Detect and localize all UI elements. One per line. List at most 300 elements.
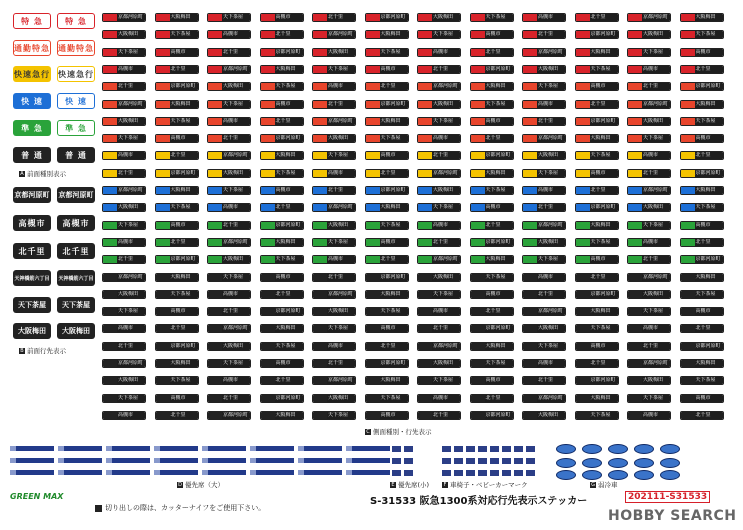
side-chip [522,221,566,230]
side-chip-dest: 高槻市 [380,412,408,419]
side-chip [522,134,566,143]
side-chip-type-block [471,274,485,281]
side-chip-type-block [313,135,327,142]
side-chip [575,48,619,57]
side-chip-dest: 京都河原町 [328,204,354,211]
side-chip-dest: 大阪梅田 [537,66,565,73]
side-chip-dest: 天下茶屋 [485,101,513,108]
side-chip-dest: 天下茶屋 [222,360,250,367]
side-chip-type-block [366,377,380,384]
chip-kyoto-kawaramachi: 京都河原町 [57,187,95,203]
label-priority-large [177,480,224,489]
side-chip-dest: 北千里 [642,83,670,90]
side-chip-type-block [471,204,485,211]
side-chip [312,394,356,403]
side-chip-dest: 天下茶屋 [327,412,355,419]
side-chip [627,324,671,333]
side-chip-type-block [208,49,222,56]
side-chip-type-block [523,256,537,263]
side-chip-type-block [418,31,432,38]
side-chip [680,169,724,178]
side-chip [470,134,514,143]
side-chip-dest: 天下茶屋 [117,222,145,229]
side-chip [365,134,409,143]
side-chip-dest: 京都河原町 [328,31,354,38]
side-chip-type-block [313,412,327,419]
label-front-dest [19,346,66,355]
side-chip-dest: 北千里 [275,377,303,384]
weak-aircon-oval [634,444,654,454]
side-chip-type-block [523,135,537,142]
side-chip [417,221,461,230]
side-chip [417,307,461,316]
side-chip-type-block [576,395,590,402]
small-square-mark [490,446,499,452]
side-chip-dest: 大阪梅田 [537,239,565,246]
side-chip-type-block [156,325,170,332]
side-chip-type-block [418,118,432,125]
side-chip-type-block [103,31,117,38]
side-chip [627,290,671,299]
side-chip-dest: 大阪梅田 [695,101,723,108]
side-chip [207,290,251,299]
side-chip [102,273,146,282]
side-chip-type-block [418,377,432,384]
side-chip-dest: 大阪梅田 [117,31,145,38]
side-chip [417,100,461,109]
small-square-mark [514,470,523,476]
side-chip [365,324,409,333]
side-chip-type-block [103,187,117,194]
side-chip [627,13,671,22]
side-chip-type-block [313,101,327,108]
side-chip [417,273,461,282]
priority-strip [10,446,54,451]
side-chip [417,82,461,91]
priority-strip [346,470,390,475]
side-chip-type-block [366,135,380,142]
side-chip-dest: 大阪梅田 [485,170,513,177]
side-chip-type-block [156,343,170,350]
side-chip-dest: 高槻市 [537,14,565,21]
side-chip-type-block [261,291,275,298]
side-chip [365,13,409,22]
side-chip [522,273,566,282]
small-square-mark [392,446,401,452]
side-chip-type-block [418,239,432,246]
side-chip-type-block [418,187,432,194]
side-chip-type-block [523,325,537,332]
side-chip-dest: 高槻市 [432,395,460,402]
side-chip-type-block [103,291,117,298]
side-chip-dest: 京都河原町 [485,65,511,72]
side-chip-type-block [103,377,117,384]
small-square-mark [526,458,535,464]
side-chip-dest: 高槻市 [537,101,565,108]
side-chip-dest: 大阪梅田 [695,187,723,194]
side-chip [627,273,671,282]
side-chip-type-block [261,66,275,73]
side-chip-type-block [261,377,275,384]
side-chip [260,151,304,160]
side-chip-dest: 天下茶屋 [327,66,355,73]
priority-strip [154,458,198,463]
side-chip-dest: 北千里 [432,239,460,246]
side-chip-type-block [261,118,275,125]
side-chip-dest: 北千里 [485,49,513,56]
side-chip-type-block [418,152,432,159]
side-chip [365,82,409,91]
side-chip-type-block [523,343,537,350]
side-chip [522,342,566,351]
side-chip [470,342,514,351]
side-chip-dest: 京都河原町 [485,152,511,159]
side-chip-type-block [576,187,590,194]
side-chip-dest: 高槻市 [275,101,303,108]
side-chip-type-block [576,291,590,298]
side-chip-type-block [156,152,170,159]
side-chip [575,82,619,91]
chip-osaka-umeda: 大阪梅田 [57,323,95,339]
side-chip-type-block [471,291,485,298]
side-chip [575,273,619,282]
side-chip-dest: 北千里 [590,101,618,108]
side-chip [680,13,724,22]
side-chip-type-block [681,222,695,229]
side-chip [365,290,409,299]
side-chip-type-block [576,343,590,350]
side-chip [417,13,461,22]
side-chip-type-block [313,118,327,125]
weak-aircon-oval [582,444,602,454]
side-chip-dest: 大阪梅田 [432,360,460,367]
side-chip-type-block [156,101,170,108]
side-chip-dest: 北千里 [642,170,670,177]
side-chip-dest: 天下茶屋 [275,256,303,263]
side-chip [365,117,409,126]
side-chip-dest: 京都河原町 [695,169,721,176]
side-chip [102,238,146,247]
side-chip-dest: 高槻市 [117,152,145,159]
side-chip-type-block [103,395,117,402]
side-chip-dest: 大阪梅田 [642,118,670,125]
side-chip-type-block [681,395,695,402]
chip-tsukin-tokkyu: 通勤特急 [13,40,51,56]
side-chip [207,48,251,57]
side-chip-dest: 大阪梅田 [327,49,355,56]
side-chip-dest: 大阪梅田 [537,412,565,419]
side-chip [470,324,514,333]
side-chip [155,30,199,39]
side-chip-dest: 高槻市 [170,222,198,229]
side-chip-type-block [576,31,590,38]
side-chip [522,324,566,333]
side-chip [522,151,566,160]
small-square-mark [514,446,523,452]
side-chip-dest: 天下茶屋 [432,377,460,384]
side-chip-type-block [523,49,537,56]
side-chip-type-block [156,135,170,142]
side-chip-dest: 天下茶屋 [432,204,460,211]
side-chip-dest: 天下茶屋 [222,101,250,108]
priority-strip [298,446,342,451]
side-chip-dest: 北千里 [222,308,250,315]
side-chip-dest: 京都河原町 [275,221,301,228]
side-chip-type-block [261,31,275,38]
side-chip-dest: 北千里 [170,152,198,159]
side-chip-dest: 天下茶屋 [537,343,565,350]
side-chip-dest: 京都河原町 [643,360,669,366]
side-chip [627,394,671,403]
side-chip [522,394,566,403]
priority-strip [298,470,342,475]
side-chip-dest: 大阪梅田 [432,187,460,194]
side-chip-dest: 高槻市 [537,187,565,194]
side-chip-type-block [628,343,642,350]
priority-strip [58,458,102,463]
side-chip [102,48,146,57]
side-chip [102,411,146,420]
side-chip [312,169,356,178]
warning-icon [95,505,102,512]
side-chip [417,65,461,74]
side-chip-dest: 北千里 [695,239,723,246]
side-chip-dest: 北千里 [642,256,670,263]
side-chip-type-block [208,360,222,367]
side-chip-dest: 高槻市 [590,256,618,263]
side-chip-dest: 大阪梅田 [275,412,303,419]
letter-e: E [391,482,395,488]
side-chip-dest: 京都河原町 [380,14,406,20]
small-square-mark [442,446,451,452]
side-chip-dest: 高槻市 [170,135,198,142]
side-chip-dest: 天下茶屋 [117,49,145,56]
side-chip [260,359,304,368]
side-chip [522,65,566,74]
side-chip [417,48,461,57]
side-chip-dest: 大阪梅田 [485,256,513,263]
side-chip-dest: 北千里 [327,14,355,21]
side-chip-type-block [628,291,642,298]
side-chip-type-block [681,118,695,125]
side-chip [155,307,199,316]
side-chip [470,48,514,57]
side-chip-type-block [523,239,537,246]
side-chip-type-block [471,14,485,21]
side-chip-dest: 北千里 [117,256,145,263]
side-chip [627,221,671,230]
side-chip-dest: 高槻市 [432,135,460,142]
small-square-mark [454,446,463,452]
side-chip [627,169,671,178]
side-chip [365,65,409,74]
side-chip-dest: 大阪梅田 [432,274,460,281]
side-chip-type-block [156,412,170,419]
side-chip-dest: 高槻市 [380,325,408,332]
side-chip-type-block [418,325,432,332]
side-chip-type-block [103,204,117,211]
small-square-mark [478,458,487,464]
side-chip-type-block [313,377,327,384]
side-chip-dest: 京都河原町 [590,377,616,384]
side-chip [365,203,409,212]
weak-aircon-oval [582,458,602,468]
side-chip-type-block [471,256,485,263]
side-chip-dest: 京都河原町 [328,117,354,124]
side-chip-dest: 天下茶屋 [590,325,618,332]
small-square-mark [404,470,413,476]
side-chip-type-block [261,187,275,194]
side-chip-type-block [208,170,222,177]
side-chip-dest: 京都河原町 [118,100,144,107]
side-chip [365,342,409,351]
side-chip-type-block [523,14,537,21]
side-chip-dest: 大阪梅田 [537,325,565,332]
side-chip [102,203,146,212]
side-chip-dest: 高槻市 [432,308,460,315]
side-chip-dest: 高槻市 [485,118,513,125]
side-chip-dest: 北千里 [432,325,460,332]
side-chip-dest: 天下茶屋 [590,66,618,73]
priority-strip [106,458,150,463]
letter-d: D [178,482,182,488]
side-chip-type-block [523,83,537,90]
side-chip-dest: 天下茶屋 [380,135,408,142]
side-chip-type-block [418,14,432,21]
side-chip-type-block [681,187,695,194]
side-chip [680,307,724,316]
side-chip-dest: 天下茶屋 [170,377,198,384]
side-chip [312,13,356,22]
side-chip [417,203,461,212]
side-chip [207,30,251,39]
side-chip-dest: 高槻市 [275,14,303,21]
side-chip-dest: 北千里 [485,308,513,315]
side-chip-dest: 北千里 [170,412,198,419]
side-chip-type-block [366,412,380,419]
side-chip [102,376,146,385]
label-priority-large-text: 優先席（大） [185,481,224,489]
side-chip [417,411,461,420]
chip-tsukin-tokkyu: 通勤特急 [57,40,95,56]
side-chip [312,100,356,109]
side-chip-dest: 大阪梅田 [117,118,145,125]
side-chip-type-block [366,49,380,56]
side-chip-dest: 大阪梅田 [590,395,618,402]
side-chip [627,376,671,385]
side-chip-type-block [418,170,432,177]
side-chip [470,100,514,109]
side-chip-dest: 京都河原町 [538,308,564,315]
side-chip-dest: 高槻市 [170,395,198,402]
side-chip-dest: 大阪梅田 [170,360,198,367]
label-priority-small-text: 優先席(小) [398,481,430,489]
side-chip [260,307,304,316]
side-chip-type-block [313,308,327,315]
side-chip [102,134,146,143]
side-chip-type-block [681,49,695,56]
side-chip-dest: 天下茶屋 [590,152,618,159]
side-chip-type-block [208,204,222,211]
side-chip [260,48,304,57]
side-chip-type-block [313,395,327,402]
side-chip-dest: 大阪梅田 [222,343,250,350]
chip-tenjinbashi: 天神橋筋六丁目 [13,270,51,286]
side-chip [575,186,619,195]
weak-aircon-oval [660,458,680,468]
priority-strip [202,470,246,475]
side-chip-dest: 高槻市 [590,83,618,90]
side-chip-dest: 天下茶屋 [485,14,513,21]
side-chip-type-block [523,187,537,194]
side-chip-type-block [156,291,170,298]
side-chip-type-block [523,412,537,419]
side-chip [627,255,671,264]
side-chip [207,151,251,160]
side-chip [680,151,724,160]
side-chip-type-block [261,170,275,177]
side-chip-type-block [576,325,590,332]
small-square-mark [478,446,487,452]
side-chip [365,186,409,195]
side-chip-dest: 京都河原町 [170,342,196,349]
side-chip [207,134,251,143]
side-chip [470,186,514,195]
side-chip [575,255,619,264]
small-square-mark [466,470,475,476]
side-chip-dest: 北千里 [117,343,145,350]
side-chip [260,376,304,385]
label-priority-small [390,480,429,489]
side-chip-type-block [523,360,537,367]
side-chip-type-block [208,343,222,350]
side-chip [155,65,199,74]
side-chip-type-block [261,101,275,108]
side-chip [260,221,304,230]
side-chip-type-block [628,101,642,108]
chip-kaisoku-kyuko: 快速急行 [13,66,51,82]
priority-strip [202,446,246,451]
side-chip-type-block [628,222,642,229]
side-chip-dest: 高槻市 [170,308,198,315]
side-chip-type-block [366,187,380,194]
side-chip-dest: 京都河原町 [433,256,459,263]
side-chip-dest: 大阪梅田 [170,274,198,281]
side-chip-dest: 高槻市 [642,66,670,73]
side-chip-type-block [681,31,695,38]
side-chip-dest: 北千里 [327,101,355,108]
side-chip [680,411,724,420]
side-chip-type-block [261,360,275,367]
side-chip-dest: 高槻市 [485,204,513,211]
side-chip-dest: 京都河原町 [170,169,196,176]
product-code: 202111-S31533 [625,491,710,503]
side-chip [155,203,199,212]
side-chip-type-block [471,170,485,177]
side-chip-dest: 京都河原町 [223,325,249,332]
side-chip-dest: 京都河原町 [170,83,196,90]
side-chip [312,203,356,212]
chip-takatsuki: 高槻市 [13,215,51,231]
side-chip-type-block [103,101,117,108]
side-chip-type-block [681,377,695,384]
chip-kaisoku: 快 速 [57,93,95,109]
side-chip-type-block [208,291,222,298]
side-chip-type-block [366,395,380,402]
side-chip-dest: 北千里 [222,395,250,402]
side-chip [102,359,146,368]
side-chip-dest: 京都河原町 [590,117,616,124]
